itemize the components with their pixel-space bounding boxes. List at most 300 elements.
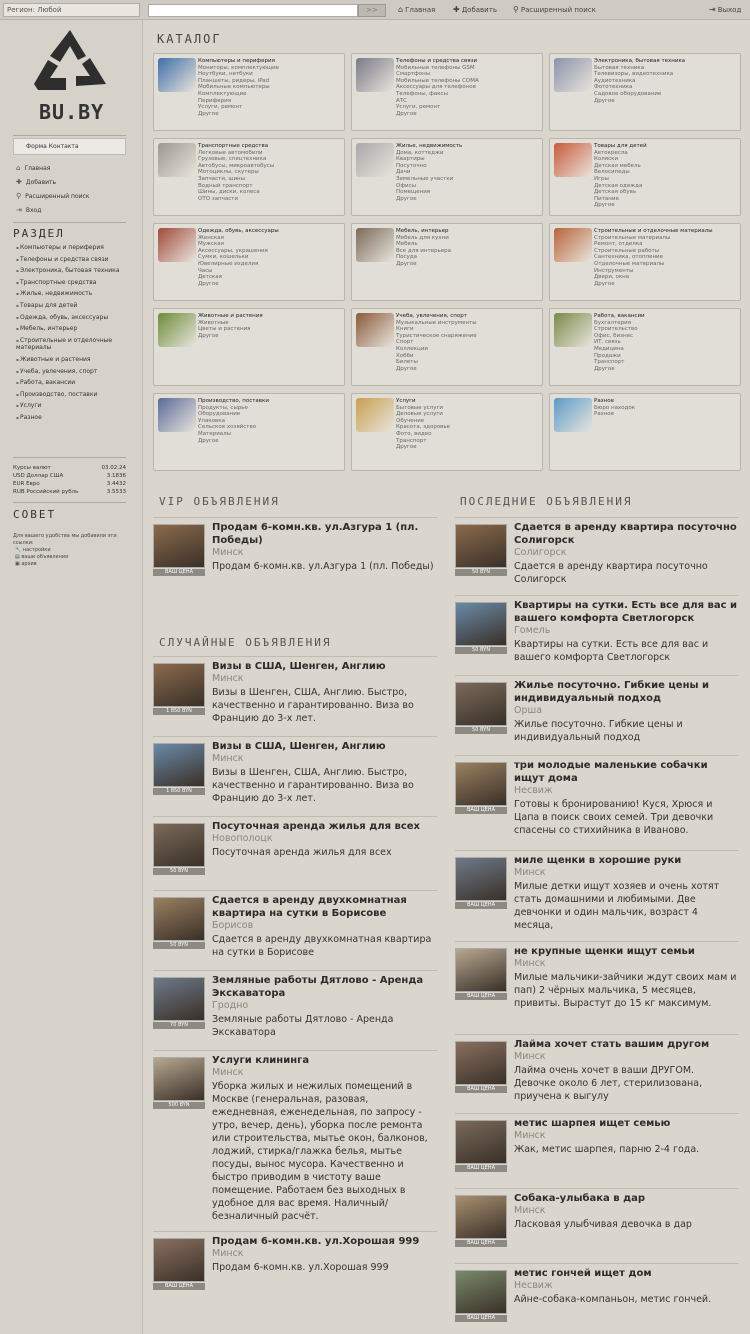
ad-price-badge: 50 BYN <box>455 569 507 576</box>
ad-thumbnail[interactable] <box>153 823 205 867</box>
category-text <box>198 228 341 287</box>
subcategory-link[interactable]: ОТО запчасти <box>198 195 239 202</box>
category-title[interactable]: Строительные и отделочные материалы <box>594 228 713 234</box>
category-title[interactable]: Работа, вакансии <box>594 313 645 319</box>
category-icon[interactable] <box>356 313 394 347</box>
catalog-category-box[interactable] <box>153 308 345 386</box>
subcategory-link[interactable]: Сантехника, отопление <box>594 254 663 261</box>
ad-thumbnail[interactable] <box>455 524 507 568</box>
sidebar-nav-add[interactable]: ✚ Добавить <box>16 178 57 186</box>
subcategory-link[interactable]: Спорт <box>396 339 414 346</box>
logout-link[interactable]: ⇥ Выход <box>709 5 742 14</box>
subcategory-link[interactable]: Бухгалтерия <box>594 319 632 326</box>
subcategory-link[interactable]: Медицина <box>594 345 624 352</box>
subcategory-link[interactable]: Сельское хозяйство <box>198 424 257 431</box>
subcategory-link[interactable]: Услуги, ремонт <box>396 104 441 111</box>
category-title[interactable]: Одежда, обувь, аксессуары <box>198 228 279 234</box>
ad-price-badge: ВАШ ЦЕНА <box>153 1283 205 1290</box>
ad-city: Минск <box>514 867 546 878</box>
ad-price-badge: ВАШ ЦЕНА <box>455 807 507 814</box>
category-title[interactable]: Учеба, увлечения, спорт <box>396 313 467 319</box>
category-title[interactable]: Телефоны и средства связи <box>396 58 478 64</box>
rate-row: EUR Евро 3.4432 <box>13 481 126 487</box>
category-text <box>594 58 737 104</box>
category-icon[interactable] <box>554 228 592 262</box>
subcategory-link[interactable]: Книги <box>396 326 414 333</box>
ad-thumbnail[interactable] <box>153 743 205 787</box>
ad-thumbnail[interactable] <box>153 977 205 1021</box>
ad-price-badge: ВАШ ЦЕНА <box>455 993 507 1000</box>
subcategory-link[interactable]: Материалы <box>198 430 231 437</box>
sidebar-nav-login[interactable]: ⇥ Вход <box>16 206 42 214</box>
ad-thumbnail[interactable] <box>153 897 205 941</box>
category-text <box>396 398 539 451</box>
ad-thumbnail[interactable] <box>455 948 507 992</box>
subcategory-link[interactable]: Питание <box>594 195 619 202</box>
ad-description: Милые детки ищут хозяев и очень хотят стать домашними и любимыми. Две девчонки и один мальчик, возраст 4 месяца, <box>514 881 720 931</box>
category-icon[interactable] <box>158 58 196 92</box>
subcategory-link[interactable]: Продукты, сырье <box>198 404 248 411</box>
sidebar-category[interactable]: ▪ Разное <box>13 414 128 422</box>
category-title[interactable]: Услуги <box>396 398 416 404</box>
ad-thumbnail[interactable] <box>455 1041 507 1085</box>
ad-title-link[interactable]: не крупные щенки ищут семьи <box>514 946 695 957</box>
subcategory-link[interactable]: Смартфоны <box>396 71 431 78</box>
sidebar-category[interactable]: ▪ Одежда, обувь, аксессуары <box>13 314 128 322</box>
subcategory-link[interactable]: Детская обувь <box>594 189 637 196</box>
subcategory-link[interactable]: Отделочные материалы <box>594 260 665 267</box>
subcategory-link[interactable]: Другое <box>594 280 615 287</box>
ad-city: Гродно <box>212 1000 249 1011</box>
ad-item[interactable] <box>153 970 437 1050</box>
ad-item[interactable] <box>153 890 437 970</box>
nav-home-link[interactable]: ⌂ Главная <box>398 5 436 14</box>
subcategory-link[interactable]: Квартиры <box>396 156 425 163</box>
subcategory-link[interactable]: Другое <box>198 110 219 117</box>
subcategory-link[interactable]: Часы <box>198 267 213 274</box>
category-icon[interactable] <box>158 398 196 432</box>
subcategory-link[interactable]: Детская мебель <box>594 162 641 169</box>
subcategory-link[interactable]: Фото, видео <box>396 430 432 437</box>
subcategory-link[interactable]: Мужская <box>198 241 224 248</box>
subcategory-link[interactable]: Транспорт <box>594 359 625 366</box>
advice-link-settings[interactable]: 🔧 настройки <box>15 547 51 553</box>
category-text <box>396 143 539 202</box>
subcategory-link[interactable]: Легковые автомобили <box>198 149 263 156</box>
subcategory-link[interactable]: Автокресла <box>594 149 628 156</box>
sidebar-category[interactable]: ▪ Электроника, бытовая техника <box>13 267 128 275</box>
region-select[interactable]: Регион: Любой <box>3 3 140 17</box>
ad-price-badge: 50 BYN <box>153 868 205 875</box>
subcategory-link[interactable]: Комплектующие <box>198 90 247 97</box>
divider <box>13 135 126 136</box>
ad-city: Борисов <box>212 920 254 931</box>
ad-city: Минск <box>212 753 244 764</box>
subcategory-link[interactable]: Ремонт, отделка <box>594 241 643 248</box>
catalog-category-box[interactable] <box>351 393 543 471</box>
ad-thumbnail[interactable] <box>455 602 507 646</box>
subcategory-link[interactable]: Телевизоры, видеотехника <box>594 71 674 78</box>
logo-text[interactable]: BU.BY <box>39 100 105 124</box>
ad-title-link[interactable]: миле щенки в хорошие руки <box>514 855 682 866</box>
catalog-title: КАТАЛОГ <box>157 32 222 46</box>
subcategory-link[interactable]: Обучение <box>396 417 425 424</box>
category-text <box>594 143 737 209</box>
subcategory-link[interactable]: Другое <box>396 365 417 372</box>
category-title[interactable]: Компьютеры и периферия <box>198 58 275 64</box>
ad-description: Земляные работы Дятлово - Аренда Экскаватора <box>212 1014 394 1038</box>
ad-item[interactable] <box>455 675 739 755</box>
subcategory-link[interactable]: Офисы <box>396 182 416 189</box>
sidebar-category[interactable]: ▪ Транспортные средства <box>13 279 128 287</box>
subcategory-link[interactable]: Другое <box>594 365 615 372</box>
category-icon[interactable] <box>158 313 196 347</box>
catalog-category-box[interactable] <box>549 138 741 216</box>
catalog-category-box[interactable] <box>351 138 543 216</box>
ad-item[interactable] <box>153 517 437 610</box>
subcategory-link[interactable]: Дома, коттеджи <box>396 149 444 156</box>
subcategory-link[interactable]: Аксессуары, украшения <box>198 247 268 254</box>
subcategory-link[interactable]: Другое <box>594 202 615 209</box>
exit-icon: ⇥ <box>709 5 716 14</box>
subcategory-link[interactable]: Упаковка <box>198 417 225 424</box>
ad-description: Визы в Шенген, США, Англию. Быстро, качественно и гарантированно. Виза во Францию до 3-х лет. <box>212 687 414 724</box>
subcategory-link[interactable]: Шины, диски, колеса <box>198 189 260 196</box>
home-icon: ⌂ <box>398 5 404 14</box>
ad-title-link[interactable]: Лайма хочет стать вашим другом <box>514 1039 710 1050</box>
sidebar-category[interactable]: ▪ Производство, поставки <box>13 391 128 399</box>
rate-row: Курсы валют 03.02.24 <box>13 465 126 471</box>
subcategory-link[interactable]: Водный транспорт <box>198 182 253 189</box>
ad-city: Минск <box>212 1067 244 1078</box>
random-ads-title: СЛУЧАЙНЫЕ ОБЪЯВЛЕНИЯ <box>159 636 332 649</box>
sidebar-nav-home[interactable]: ⌂ Главная <box>16 164 51 172</box>
ad-thumbnail[interactable] <box>455 1120 507 1164</box>
sidebar-category[interactable]: ▪ Строительные и отделочные материалы <box>13 337 128 352</box>
sidebar-category[interactable]: ▪ Телефоны и средства связи <box>13 256 128 264</box>
ad-description: Продам 6-комн.кв. ул.Азгура 1 (пл. Победы) <box>212 561 434 572</box>
subcategory-link[interactable]: АТС <box>396 97 407 104</box>
recycle-logo-icon[interactable] <box>30 28 110 98</box>
ad-city: Новополоцк <box>212 833 273 844</box>
subcategory-link[interactable]: Мониторы, комплектующие <box>198 64 280 71</box>
subcategory-link[interactable]: Деловые услуги <box>396 411 443 418</box>
ad-item[interactable] <box>455 1113 739 1188</box>
subcategory-link[interactable]: Запчасти, шины <box>198 175 245 182</box>
ad-price-badge: 50 BYN <box>455 727 507 734</box>
subcategory-link[interactable]: Земельные участки <box>396 175 454 182</box>
subcategory-link[interactable]: Посуточно <box>396 162 427 169</box>
ad-item[interactable] <box>455 755 739 850</box>
ad-description: Милые мальчики-зайчики ждут своих мам и пап) 2 чёрных мальчика, 5 месяцев, привиты. Вырастут до 15 кг максимум. <box>514 972 737 1009</box>
ad-description: Продам 6-комн.кв. ул.Хорошая 999 <box>212 1262 389 1273</box>
ad-description: Лайма очень хочет в ваши ДРУГОМ. Девочке около 6 лет, стерилизована, приучена к выгулу <box>514 1065 703 1102</box>
sidebar-category[interactable]: ▪ Товары для детей <box>13 302 128 310</box>
ad-item[interactable] <box>455 850 739 941</box>
catalog-category-box[interactable] <box>549 393 741 471</box>
ad-title-link[interactable]: Посуточная аренда жилья для всех <box>212 821 420 832</box>
subcategory-link[interactable]: Туристическое снаряжение <box>396 332 477 339</box>
subcategory-link[interactable]: Мобильные телефоны CDMA <box>396 77 479 84</box>
subcategory-link[interactable]: Посуда <box>396 254 417 261</box>
ad-item[interactable] <box>455 941 739 1034</box>
main-content <box>143 20 750 1334</box>
category-icon[interactable] <box>554 143 592 177</box>
category-title[interactable]: Животные и растения <box>198 313 263 319</box>
ad-price-badge: ВАШ ЦЕНА <box>153 569 205 576</box>
catalog-category-box[interactable] <box>351 223 543 301</box>
subcategory-link[interactable]: Телефоны, факсы <box>396 90 448 97</box>
subcategory-link[interactable]: Хобби <box>396 352 414 359</box>
ad-item[interactable] <box>455 1034 739 1113</box>
sidebar-nav-advanced-search[interactable]: ⚲ Расширенный поиск <box>16 192 90 200</box>
subcategory-link[interactable]: Другое <box>198 280 219 287</box>
subcategory-link[interactable]: Разное <box>594 411 614 418</box>
subcategory-link[interactable]: Мебель <box>396 241 418 248</box>
ad-description: Сдается в аренду квартира посуточно Солигорск <box>514 561 708 585</box>
subcategory-link[interactable]: Автобусы, микроавтобусы <box>198 162 275 169</box>
catalog-category-box[interactable] <box>351 308 543 386</box>
subcategory-link[interactable]: Строительные материалы <box>594 234 671 241</box>
category-title[interactable]: Электроника, бытовая техника <box>594 58 686 64</box>
ad-thumbnail[interactable] <box>455 1195 507 1239</box>
subcategory-link[interactable]: Садовое оборудование <box>594 90 662 97</box>
category-text <box>198 398 341 444</box>
subcategory-link[interactable]: Строительство <box>594 326 638 333</box>
subcategory-link[interactable]: Ноутбуки, нетбуки <box>198 71 253 78</box>
ad-description: Жак, метис шарпея, парню 2-4 года. <box>514 1144 700 1155</box>
ad-title-link[interactable]: Продам 6-комн.кв. ул.Азгура 1 (пл. Победы) <box>212 522 419 546</box>
subcategory-link[interactable]: Красота, здоровье <box>396 424 451 431</box>
subcategory-link[interactable]: Женская <box>198 234 224 241</box>
subcategory-link[interactable]: Животные <box>198 319 229 326</box>
ad-item[interactable] <box>455 595 739 675</box>
subcategory-link[interactable]: Офис, бизнес <box>594 332 634 339</box>
sidebar-category[interactable]: ▪ Работа, вакансии <box>13 379 128 387</box>
subcategory-link[interactable]: Бытовая техника <box>594 64 645 71</box>
category-text <box>594 228 737 287</box>
subcategory-link[interactable]: Услуги, ремонт <box>198 104 243 111</box>
ad-item[interactable] <box>153 1231 437 1306</box>
ad-price-badge: ВАШ ЦЕНА <box>455 902 507 909</box>
search-button[interactable]: >> <box>358 4 386 17</box>
category-text <box>198 143 341 202</box>
login-icon: ⇥ <box>16 206 22 214</box>
subcategory-link[interactable]: Помещения <box>396 189 431 196</box>
subcategory-link[interactable]: Другое <box>198 332 219 339</box>
subcategory-link[interactable]: Бюро находок <box>594 404 636 411</box>
subcategory-link[interactable]: Фототехника <box>594 84 633 91</box>
subcategory-link[interactable]: Музыкальные инструменты <box>396 319 477 326</box>
ad-thumbnail[interactable] <box>455 1270 507 1314</box>
category-icon[interactable] <box>554 398 592 432</box>
category-title[interactable]: Жилье, недвижимость <box>396 143 463 149</box>
ad-city: Гомель <box>514 625 551 636</box>
sidebar-category[interactable]: ▪ Животные и растения <box>13 356 128 364</box>
subcategory-link[interactable]: Другое <box>396 444 417 451</box>
subcategory-link[interactable]: Планшеты, ридеры, iPad <box>198 77 270 84</box>
subcategory-link[interactable]: Сумки, кошельки <box>198 254 249 261</box>
ad-thumbnail[interactable] <box>455 682 507 726</box>
ad-price-badge: ВАШ ЦЕНА <box>455 1240 507 1247</box>
subcategory-link[interactable]: Периферия <box>198 97 232 104</box>
ad-item[interactable] <box>153 656 437 736</box>
category-icon[interactable] <box>554 313 592 347</box>
sidebar-category[interactable]: ▪ Мебель, интерьер <box>13 325 128 333</box>
nav-advanced-search-link[interactable]: ⚲ Расширенный поиск <box>513 5 596 14</box>
ad-item[interactable] <box>153 736 437 816</box>
subcategory-link[interactable]: Другое <box>396 260 417 267</box>
category-icon[interactable] <box>158 228 196 262</box>
ad-city: Минск <box>514 1205 546 1216</box>
category-icon[interactable] <box>158 143 196 177</box>
subcategory-link[interactable]: Строительные работы <box>594 247 660 254</box>
plus-icon: ✚ <box>16 178 22 186</box>
catalog-category-box[interactable] <box>351 53 543 131</box>
subcategory-link[interactable]: Дачи <box>396 169 411 176</box>
contact-form-button[interactable]: Форма Контакта <box>13 138 126 155</box>
ad-title-link[interactable]: Продам 6-комн.кв. ул.Хорошая 999 <box>212 1236 420 1247</box>
top-bar <box>0 0 750 20</box>
subcategory-link[interactable]: Грузовые, спецтехника <box>198 156 267 163</box>
sidebar-category[interactable]: ▪ Жилье, недвижимость <box>13 290 128 298</box>
subcategory-link[interactable]: Бытовые услуги <box>396 404 443 411</box>
ad-title-link[interactable]: три молодые маленькие собачки ищут дома <box>514 760 708 784</box>
category-text <box>198 313 341 339</box>
ad-thumbnail[interactable] <box>455 857 507 901</box>
ad-title-link[interactable]: метис гончей ищет дом <box>514 1268 652 1279</box>
category-title[interactable]: Разное <box>594 398 614 404</box>
list-icon: ▤ <box>15 554 20 560</box>
subcategory-link[interactable]: Билеты <box>396 359 418 366</box>
ad-price-badge: 1 850 BYN <box>153 788 205 795</box>
catalog-category-box[interactable] <box>549 53 741 131</box>
ad-thumbnail[interactable] <box>153 1238 205 1282</box>
latest-ads-title: ПОСЛЕДНИЕ ОБЪЯВЛЕНИЯ <box>460 495 633 508</box>
category-text <box>594 313 737 372</box>
ad-price-badge: ВАШ ЦЕНА <box>455 1086 507 1093</box>
ad-title-link[interactable]: Визы в США, Шенген, Англию <box>212 661 386 672</box>
subcategory-link[interactable]: Мобильные компьютеры <box>198 84 270 91</box>
ad-city: Минск <box>514 958 546 969</box>
subcategory-link[interactable]: Инструменты <box>594 267 634 274</box>
ad-price-badge: 1 850 BYN <box>153 708 205 715</box>
vip-ads-title: VIP ОБЪЯВЛЕНИЯ <box>159 495 280 508</box>
sidebar-category[interactable]: ▪ Компьютеры и периферия <box>13 244 128 252</box>
category-title[interactable]: Мебель, интерьер <box>396 228 449 234</box>
subcategory-link[interactable]: Коляски <box>594 156 619 163</box>
category-text <box>198 58 341 117</box>
catalog-category-box[interactable] <box>153 53 345 131</box>
subcategory-link[interactable]: Продажи <box>594 352 621 359</box>
ad-title-link[interactable]: Визы в США, Шенген, Англию <box>212 741 386 752</box>
catalog-category-box[interactable] <box>153 393 345 471</box>
subcategory-link[interactable]: Детская <box>198 274 222 281</box>
subcategory-link[interactable]: Другое <box>594 97 615 104</box>
ad-title-link[interactable]: Квартиры на сутки. Есть все для вас и вашего комфорта Светлогорск <box>514 600 738 624</box>
ad-title-link[interactable]: Жилье посуточно. Гибкие цены и индивидуальный подход <box>514 680 710 704</box>
subcategory-link[interactable]: Другое <box>198 437 219 444</box>
category-icon[interactable] <box>356 58 394 92</box>
sidebar-category[interactable]: ▪ Учеба, увлечения, спорт <box>13 368 128 376</box>
rate-row: RUB Российский рубль 3.5533 <box>13 489 126 495</box>
subcategory-link[interactable]: Двери, окна <box>594 274 630 281</box>
ad-description: Жилье посуточно. Гибкие цены и индивидуальный подход <box>514 719 683 743</box>
ad-city: Минск <box>514 1130 546 1141</box>
category-title[interactable]: Транспортные средства <box>198 143 269 149</box>
subcategory-link[interactable]: Игры <box>594 175 609 182</box>
subcategory-link[interactable]: Велосипеды <box>594 169 630 176</box>
subcategory-link[interactable]: Аудиотехника <box>594 77 636 84</box>
ad-description: Готовы к бронированию! Куся, Хрюся и Цапа в поиск своих семей. Три девочки спасены со стихийника в Иваново. <box>514 799 714 836</box>
catalog-category-box[interactable] <box>549 308 741 386</box>
ad-item[interactable] <box>455 1188 739 1263</box>
ad-thumbnail[interactable] <box>153 663 205 707</box>
search-input[interactable] <box>148 4 358 17</box>
category-title[interactable]: Производство, поставки <box>198 398 269 404</box>
subcategory-link[interactable]: Транспорт <box>396 437 427 444</box>
rate-row: USD Доллар США 3.1836 <box>13 473 126 479</box>
ad-item[interactable] <box>455 1263 739 1333</box>
subcategory-link[interactable]: Ювелирные изделия <box>198 260 259 267</box>
subcategory-link[interactable]: Другое <box>396 110 417 117</box>
catalog-category-box[interactable] <box>153 138 345 216</box>
subcategory-link[interactable]: ИТ, связь <box>594 339 621 346</box>
home-icon: ⌂ <box>16 164 21 172</box>
catalog-category-box[interactable] <box>549 223 741 301</box>
category-icon[interactable] <box>554 58 592 92</box>
category-icon[interactable] <box>356 228 394 262</box>
subcategory-link[interactable]: Все для интерьера <box>396 247 452 254</box>
subcategory-link[interactable]: Мотоциклы, скутеры <box>198 169 259 176</box>
subcategory-link[interactable]: Оборудование <box>198 411 241 418</box>
ad-title-link[interactable]: Собака-улыбака в дар <box>514 1193 646 1204</box>
ad-thumbnail[interactable] <box>153 524 205 568</box>
advice-link-my-ads[interactable]: ▤ ваши объявления <box>15 554 69 560</box>
catalog-category-box[interactable] <box>153 223 345 301</box>
nav-add-link[interactable]: ✚ Добавить <box>453 5 497 14</box>
ad-description: Айне-собака-компаньон, метис гончей. <box>514 1294 712 1305</box>
subcategory-link[interactable]: Мобильные телефоны GSM <box>396 64 475 71</box>
subcategory-link[interactable]: Детская одежда <box>594 182 643 189</box>
category-icon[interactable] <box>356 398 394 432</box>
ad-thumbnail[interactable] <box>455 762 507 806</box>
subcategory-link[interactable]: Коллекции <box>396 345 428 352</box>
ad-price-badge: 50 BYN <box>153 942 205 949</box>
subcategory-link[interactable]: Цветы и растения <box>198 326 251 333</box>
ad-city: Минск <box>212 673 244 684</box>
ad-price-badge: 50 BYN <box>455 647 507 654</box>
divider <box>13 222 126 223</box>
ad-item[interactable] <box>455 517 739 595</box>
ad-title-link[interactable]: Сдается в аренду квартира посуточно Солигорск <box>514 522 737 546</box>
ad-thumbnail[interactable] <box>153 1057 205 1101</box>
ad-title-link[interactable]: Земляные работы Дятлово - Аренда Экскаватора <box>212 975 424 999</box>
ad-item[interactable] <box>153 816 437 890</box>
advice-link-archive[interactable]: ▣ архив <box>15 561 37 567</box>
subcategory-link[interactable]: Мебель для кухни <box>396 234 449 241</box>
ad-title-link[interactable]: метис шарпея ищет семью <box>514 1118 671 1129</box>
category-title[interactable]: Товары для детей <box>594 143 647 149</box>
subcategory-link[interactable]: Аксессуары для телефонов <box>396 84 476 91</box>
sidebar-category[interactable]: ▪ Услуги <box>13 402 128 410</box>
category-text <box>396 228 539 268</box>
ad-title-link[interactable]: Сдается в аренду двухкомнатная квартира на сутки в Борисове <box>212 895 407 919</box>
category-icon[interactable] <box>356 143 394 177</box>
ad-item[interactable] <box>153 1050 437 1231</box>
ad-title-link[interactable]: Услуги клининга <box>212 1055 310 1066</box>
subcategory-link[interactable]: Другое <box>396 195 417 202</box>
